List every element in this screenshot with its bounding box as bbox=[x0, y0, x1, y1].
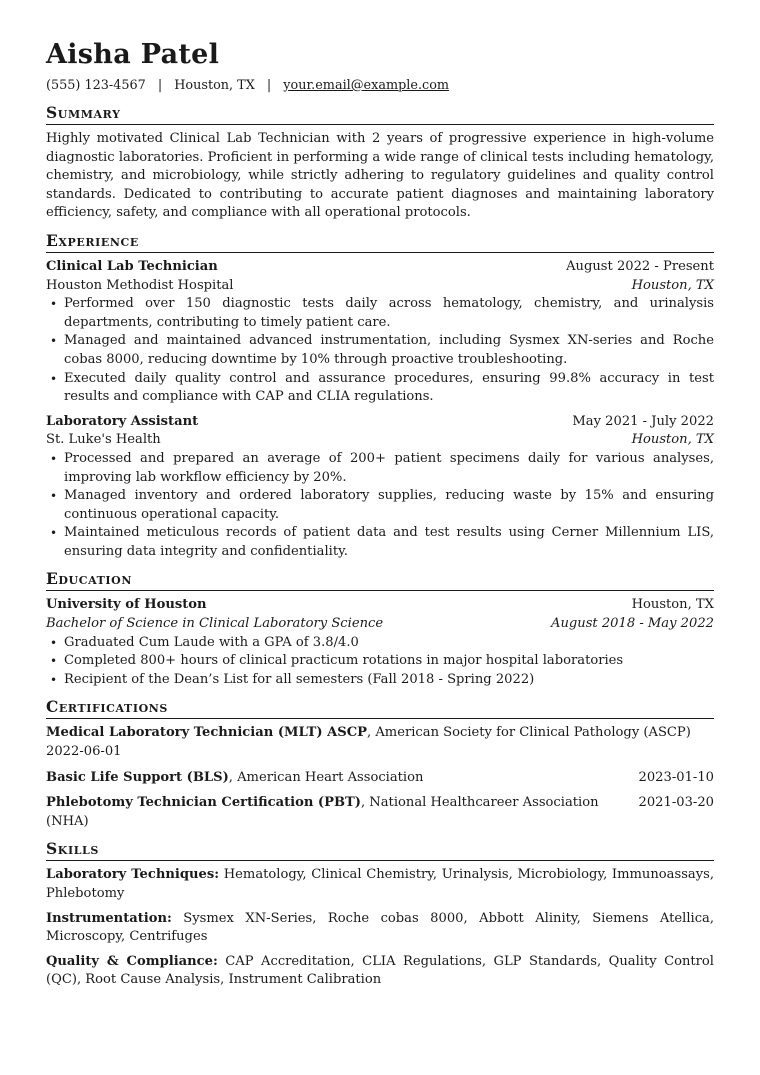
certification-date: 2021-03-20 bbox=[638, 795, 714, 811]
job-entry bbox=[46, 413, 714, 562]
certification-name: Medical Laboratory Technician (MLT) ASCP bbox=[46, 725, 368, 741]
skill-item bbox=[46, 953, 714, 990]
education-bullets bbox=[46, 634, 714, 690]
certification-date: 2022-06-01 bbox=[46, 744, 122, 760]
education-section bbox=[46, 569, 714, 689]
list-item: • Processed and prepared an average of 200+ patient specimens daily for various analyses, improving lab workflow efficiency by 20%. bbox=[46, 450, 714, 487]
list-item: • Maintained meticulous records of patient data and test results using Cerner Millennium LIS, ensuring data integrity and confidentiality. bbox=[46, 524, 714, 561]
education-dates: August 2018 - May 2022 bbox=[550, 616, 714, 632]
certification-issuer: , American Society for Clinical Pathology (ASCP) bbox=[367, 725, 691, 741]
skill-label: Instrumentation: bbox=[46, 910, 172, 926]
section-title-experience: Experience bbox=[46, 231, 714, 253]
job-bullets bbox=[46, 295, 714, 407]
certification-item bbox=[46, 794, 714, 831]
job-role: Clinical Lab Technician bbox=[46, 258, 218, 274]
phone-number: (555) 123-4567 bbox=[46, 78, 146, 93]
skill-label: Quality & Compliance: bbox=[46, 953, 218, 969]
job-location: Houston, TX bbox=[631, 277, 714, 293]
skill-value: Sysmex XN-Series, Roche cobas 8000, Abbott Alinity, Siemens Atellica, Microscopy, Centrifuges bbox=[46, 910, 714, 945]
contact-line bbox=[46, 77, 714, 95]
job-subheader bbox=[46, 431, 714, 450]
education-subheader bbox=[46, 615, 714, 634]
skill-item bbox=[46, 910, 714, 947]
certification-issuer: , American Heart Association bbox=[228, 769, 424, 785]
certification-name: Basic Life Support (BLS) bbox=[46, 769, 229, 785]
section-title-summary: Summary bbox=[46, 103, 714, 125]
certification-item bbox=[46, 769, 714, 788]
education-header bbox=[46, 596, 714, 615]
job-role: Laboratory Assistant bbox=[46, 413, 199, 429]
job-dates: August 2022 - Present bbox=[566, 258, 714, 274]
list-item: • Recipient of the Dean’s List for all semesters (Fall 2018 - Spring 2022) bbox=[46, 671, 714, 690]
job-header bbox=[46, 258, 714, 277]
job-organization: Houston Methodist Hospital bbox=[46, 277, 234, 293]
certification-item bbox=[46, 724, 714, 761]
job-dates: May 2021 - July 2022 bbox=[572, 413, 714, 429]
degree: Bachelor of Science in Clinical Laboratory Science bbox=[46, 616, 384, 632]
certifications-section bbox=[46, 697, 714, 831]
job-header bbox=[46, 413, 714, 432]
list-item: • Graduated Cum Laude with a GPA of 3.8/4.0 bbox=[46, 634, 714, 653]
list-item: • Completed 800+ hours of clinical practicum rotations in major hospital laboratories bbox=[46, 652, 714, 671]
school-location: Houston, TX bbox=[631, 597, 714, 613]
skill-item bbox=[46, 866, 714, 903]
skills-section bbox=[46, 839, 714, 990]
skill-label: Laboratory Techniques: bbox=[46, 867, 220, 883]
summary-text: Highly motivated Clinical Lab Technician with 2 years of progressive experience in high-volume diagnostic laboratories. Proficient in performing a wide range of clinical tests including hematology, chemistry, and microbiology, while strictly adhering to regulatory guidelines and quality control standards. Dedicated to contributing to accurate patient diagnoses and maintaining laboratory efficiency, safety, and compliance with all operational protocols. bbox=[46, 131, 714, 221]
list-item: • Executed daily quality control and assurance procedures, ensuring 99.8% accuracy in test results and compliance with CAP and CLIA regulations. bbox=[46, 370, 714, 407]
experience-section bbox=[46, 231, 714, 562]
email-link[interactable]: your.email@example.com bbox=[283, 78, 450, 93]
list-item: • Managed and maintained advanced instrumentation, including Sysmex XN-series and Roche cobas 8000, reducing downtime by 10% through proactive troubleshooting. bbox=[46, 332, 714, 369]
job-organization: St. Luke's Health bbox=[46, 432, 161, 448]
skill-value: CAP Accreditation, CLIA Regulations, GLP Standards, Quality Control (QC), Root Cause Analysis, Instrument Calibration bbox=[46, 953, 714, 988]
school-name: University of Houston bbox=[46, 597, 207, 613]
list-item: • Managed inventory and ordered laboratory supplies, reducing waste by 15% and ensuring continuous operational capacity. bbox=[46, 487, 714, 524]
job-subheader bbox=[46, 277, 714, 296]
summary-section bbox=[46, 103, 714, 223]
job-bullets bbox=[46, 450, 714, 562]
certification-name: Phlebotomy Technician Certification (PBT) bbox=[46, 795, 361, 811]
section-title-education: Education bbox=[46, 569, 714, 591]
certification-issuer: , National Healthcareer Association (NHA) bbox=[46, 795, 599, 829]
section-title-skills: Skills bbox=[46, 839, 714, 861]
candidate-name: Aisha Patel bbox=[46, 39, 220, 70]
skill-value: Hematology, Clinical Chemistry, Urinalysis, Microbiology, Immunoassays, Phlebotomy bbox=[46, 867, 714, 901]
list-item: • Performed over 150 diagnostic tests daily across hematology, chemistry, and urinalysis departments, contributing to timely patient care. bbox=[46, 295, 714, 332]
job-location: Houston, TX bbox=[631, 432, 714, 448]
certification-date: 2023-01-10 bbox=[638, 769, 714, 785]
resume-page bbox=[46, 40, 714, 996]
location: Houston, TX bbox=[174, 78, 255, 93]
contact-separator: | bbox=[157, 78, 163, 93]
contact-separator: | bbox=[266, 78, 272, 93]
section-title-certifications: Certifications bbox=[46, 697, 714, 719]
job-entry bbox=[46, 258, 714, 407]
